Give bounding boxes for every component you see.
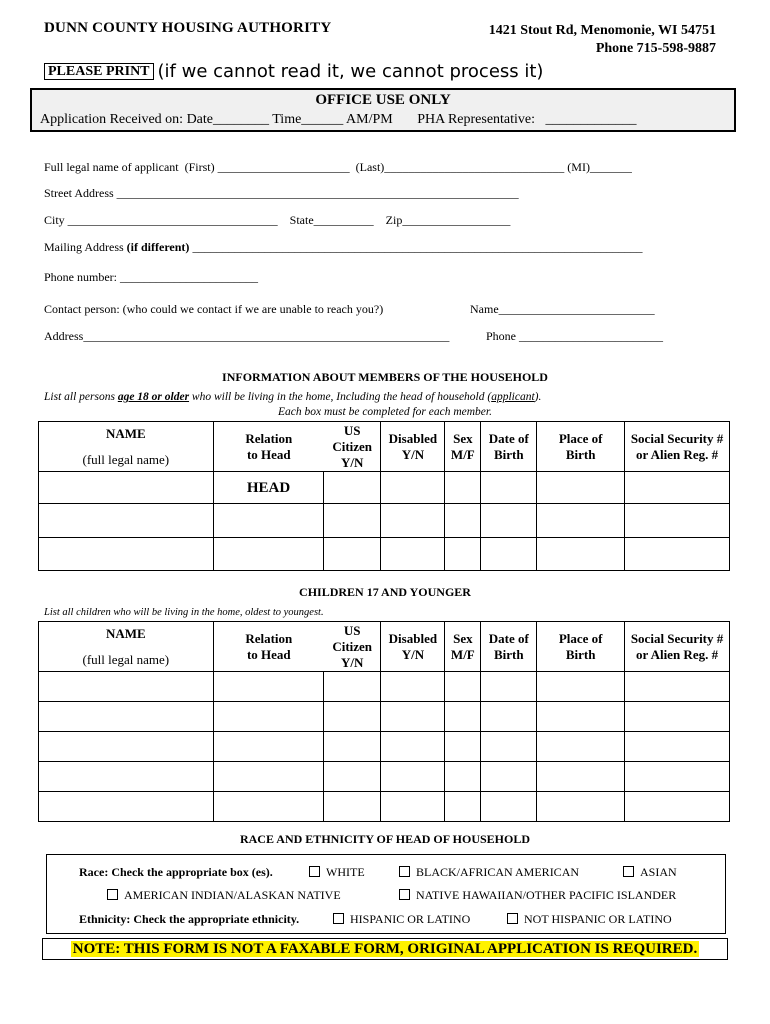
table-cell[interactable]	[537, 538, 625, 571]
table-cell[interactable]	[481, 732, 537, 762]
race-option-black-label: BLACK/AFRICAN AMERICAN	[416, 865, 580, 879]
table-cell[interactable]	[537, 504, 625, 538]
children-table	[38, 621, 730, 822]
race-option-white[interactable]	[309, 865, 365, 880]
table-cell[interactable]	[625, 472, 730, 504]
col-sex	[445, 422, 481, 472]
col-pob	[537, 622, 625, 672]
table-cell[interactable]	[324, 762, 381, 792]
table-cell[interactable]	[537, 792, 625, 822]
col-relation-label: Relation	[245, 630, 293, 646]
head-label: HEAD	[246, 479, 291, 496]
household-note-age: age 18 or older	[117, 391, 190, 403]
table-cell[interactable]	[324, 792, 381, 822]
table-cell[interactable]	[445, 792, 481, 822]
col-ssn-sublabel: or Alien Reg. #	[636, 446, 719, 462]
household-note-text: List all persons	[44, 391, 118, 403]
checkbox-icon[interactable]	[507, 913, 518, 924]
city-state-zip-field[interactable]: City ___________________________________ State__________ Zip__________________	[44, 213, 511, 227]
table-cell[interactable]	[381, 792, 445, 822]
table-row[interactable]	[39, 472, 730, 504]
table-cell[interactable]	[324, 672, 381, 702]
col-pob-label: Place of	[558, 430, 603, 446]
table-cell[interactable]	[39, 504, 214, 538]
col-dob-sublabel: Birth	[493, 446, 524, 462]
checkbox-icon[interactable]	[399, 866, 410, 877]
table-cell[interactable]	[445, 732, 481, 762]
table-cell[interactable]	[481, 538, 537, 571]
col-citizen-label3: Y/N	[340, 654, 364, 670]
table-cell[interactable]	[381, 732, 445, 762]
table-cell[interactable]	[445, 504, 481, 538]
table-cell[interactable]	[324, 504, 381, 538]
race-option-white-label: WHITE	[326, 865, 365, 879]
col-name	[39, 422, 214, 472]
col-name-label: NAME	[105, 425, 146, 441]
table-cell[interactable]	[381, 504, 445, 538]
table-row[interactable]	[39, 504, 730, 538]
col-sex-label: Sex	[453, 430, 473, 446]
col-name-sublabel: (full legal name)	[82, 451, 170, 467]
col-pob-label: Place of	[558, 630, 603, 646]
table-cell[interactable]	[39, 792, 214, 822]
table-row[interactable]	[39, 702, 730, 732]
col-pob-sublabel: Birth	[565, 646, 596, 662]
table-cell[interactable]	[381, 762, 445, 792]
col-ssn-label: Social Security #	[630, 430, 724, 446]
race-option-black[interactable]	[399, 865, 579, 880]
col-dob	[481, 622, 537, 672]
race-option-native-american[interactable]	[107, 888, 341, 903]
race-option-asian-label: ASIAN	[640, 865, 677, 879]
col-disabled	[381, 422, 445, 472]
please-print-line	[44, 60, 543, 83]
table-cell[interactable]	[39, 732, 214, 762]
mailing-address-qualifier: (if different)	[126, 240, 190, 254]
office-use-title: OFFICE USE ONLY	[315, 92, 451, 108]
table-cell[interactable]	[324, 472, 381, 504]
contact-address-field[interactable]: Address_____________________________________________________________	[44, 329, 450, 343]
race-option-asian[interactable]	[623, 865, 677, 880]
table-cell[interactable]	[537, 672, 625, 702]
contact-name-field[interactable]: Name__________________________	[470, 302, 655, 316]
table-cell[interactable]	[324, 732, 381, 762]
organization-phone: Phone 715-598-9887	[595, 41, 716, 56]
table-cell[interactable]	[625, 792, 730, 822]
household-section-title: INFORMATION ABOUT MEMBERS OF THE HOUSEHOLD	[222, 370, 548, 384]
table-cell[interactable]	[481, 672, 537, 702]
col-relation-sublabel: to Head	[246, 446, 291, 462]
col-sex-sublabel: M/F	[450, 646, 475, 662]
table-cell[interactable]	[537, 732, 625, 762]
table-cell[interactable]	[625, 538, 730, 571]
table-cell[interactable]	[381, 472, 445, 504]
household-note-line2: Each box must be completed for each member.	[278, 406, 492, 418]
table-cell[interactable]	[213, 672, 324, 702]
col-dob-label: Date of	[488, 630, 529, 646]
office-use-row: Application Received on: Date________ Time______ AM/PM PHA Representative: _____________	[40, 112, 637, 127]
col-ssn-label: Social Security #	[630, 630, 724, 646]
table-cell[interactable]	[625, 702, 730, 732]
race-ethnicity-box	[46, 854, 726, 934]
office-use-box	[30, 88, 736, 132]
col-dob-label: Date of	[488, 430, 529, 446]
race-option-native-american-label: AMERICAN INDIAN/ALASKAN NATIVE	[124, 888, 341, 902]
checkbox-icon[interactable]	[107, 889, 118, 900]
col-ssn	[625, 422, 730, 472]
faxable-notice-text: NOTE: THIS FORM IS NOT A FAXABLE FORM, ORIGINAL APPLICATION IS REQUIRED.	[72, 941, 698, 957]
household-note-applicant: applicant	[491, 391, 535, 403]
col-dob	[481, 422, 537, 472]
table-cell[interactable]	[39, 672, 214, 702]
table-cell[interactable]	[213, 702, 324, 732]
col-disabled-sublabel: Y/N	[401, 646, 425, 662]
household-note	[44, 391, 541, 403]
table-cell[interactable]	[625, 732, 730, 762]
household-note-end: ).	[534, 391, 542, 403]
mailing-address-line: ___________________________________________________________________________	[189, 240, 643, 254]
table-cell[interactable]	[381, 538, 445, 571]
mailing-address-field[interactable]	[44, 240, 642, 255]
table-row[interactable]	[39, 762, 730, 792]
table-cell[interactable]	[39, 472, 214, 504]
mailing-address-label: Mailing Address	[44, 240, 127, 254]
household-header-row	[39, 422, 730, 472]
table-row[interactable]	[39, 538, 730, 571]
table-row[interactable]	[39, 732, 730, 762]
table-cell[interactable]	[39, 702, 214, 732]
table-cell[interactable]	[481, 702, 537, 732]
col-relation-label: Relation	[245, 430, 293, 446]
checkbox-icon[interactable]	[623, 866, 634, 877]
race-label: Race: Check the appropriate box (es).	[79, 865, 273, 879]
table-cell[interactable]	[381, 702, 445, 732]
col-pob-sublabel: Birth	[565, 446, 596, 462]
col-relation-sublabel: to Head	[246, 646, 291, 662]
household-table	[38, 421, 730, 571]
col-name	[39, 622, 214, 672]
ethnicity-option-not-hispanic-label: NOT HISPANIC OR LATINO	[524, 912, 672, 926]
table-cell[interactable]	[213, 732, 324, 762]
children-header-row	[39, 622, 730, 672]
table-cell[interactable]	[481, 792, 537, 822]
col-name-sublabel: (full legal name)	[82, 651, 170, 667]
please-print-note: (if we cannot read it, we cannot process it)	[157, 61, 544, 82]
race-section-title: RACE AND ETHNICITY OF HEAD OF HOUSEHOLD	[239, 832, 531, 846]
col-disabled-sublabel: Y/N	[401, 446, 425, 462]
table-cell[interactable]	[445, 672, 481, 702]
table-cell[interactable]	[481, 472, 537, 504]
col-relation	[213, 422, 324, 472]
table-cell[interactable]	[445, 762, 481, 792]
col-sex	[445, 622, 481, 672]
organization-name: DUNN COUNTY HOUSING AUTHORITY	[44, 20, 332, 36]
table-cell[interactable]	[481, 504, 537, 538]
children-note: List all children who will be living in the home, oldest to youngest.	[44, 607, 324, 618]
phone-number-field[interactable]: Phone number: _______________________	[44, 270, 258, 284]
col-sex-sublabel: M/F	[450, 446, 475, 462]
please-print-label: PLEASE PRINT	[44, 63, 154, 80]
col-disabled	[381, 622, 445, 672]
race-option-pacific-islander-label: NATIVE HAWAIIAN/OTHER PACIFIC ISLANDER	[416, 888, 677, 902]
checkbox-icon[interactable]	[399, 889, 410, 900]
faxable-notice	[42, 938, 728, 960]
organization-contact	[489, 22, 716, 58]
contact-phone-field[interactable]: Phone ________________________	[486, 329, 663, 343]
ethnicity-option-hispanic-label: HISPANIC OR LATINO	[350, 912, 471, 926]
table-cell[interactable]	[213, 762, 324, 792]
street-address-field[interactable]: Street Address ___________________________________________________________________	[44, 186, 519, 200]
col-pob	[537, 422, 625, 472]
applicant-name-field[interactable]: Full legal name of applicant (First) ______________________ (Last)______________________________ (MI)_______	[44, 160, 632, 174]
col-sex-label: Sex	[453, 630, 473, 646]
household-note-text-mid: who will be living in the home, Including the head of household (	[189, 391, 492, 403]
organization-address: 1421 Stout Rd, Menomonie, WI 54751	[488, 23, 716, 38]
col-citizen-label2: Citizen	[332, 438, 373, 454]
table-cell[interactable]	[213, 538, 324, 571]
children-section-title: CHILDREN 17 AND YOUNGER	[299, 585, 471, 599]
table-row[interactable]	[39, 792, 730, 822]
table-cell[interactable]	[445, 702, 481, 732]
table-cell[interactable]	[537, 702, 625, 732]
checkbox-icon[interactable]	[309, 866, 320, 877]
col-dob-sublabel: Birth	[493, 646, 524, 662]
table-cell[interactable]	[481, 762, 537, 792]
col-disabled-label: Disabled	[388, 430, 438, 446]
col-name-label: NAME	[105, 625, 146, 641]
col-citizen-label1: US	[343, 422, 361, 438]
contact-person-label: Contact person: (who could we contact if we are unable to reach you?)	[44, 302, 384, 316]
col-ssn	[625, 622, 730, 672]
table-cell[interactable]	[39, 762, 214, 792]
col-citizen-label1: US	[343, 622, 361, 638]
col-citizen	[324, 422, 381, 472]
col-citizen-label3: Y/N	[340, 454, 364, 470]
table-cell[interactable]	[39, 538, 214, 571]
col-relation	[213, 622, 324, 672]
table-cell[interactable]	[625, 762, 730, 792]
table-cell[interactable]	[381, 672, 445, 702]
table-cell[interactable]	[537, 762, 625, 792]
checkbox-icon[interactable]	[333, 913, 344, 924]
col-ssn-sublabel: or Alien Reg. #	[636, 646, 719, 662]
ethnicity-label: Ethnicity: Check the appropriate ethnicity.	[79, 912, 300, 926]
table-cell[interactable]	[625, 672, 730, 702]
table-cell[interactable]	[324, 702, 381, 732]
table-cell[interactable]	[445, 538, 481, 571]
ethnicity-option-hispanic[interactable]	[333, 912, 470, 927]
col-disabled-label: Disabled	[388, 630, 438, 646]
table-cell[interactable]	[537, 472, 625, 504]
race-option-pacific-islander[interactable]	[399, 888, 676, 903]
col-citizen-label2: Citizen	[332, 638, 373, 654]
ethnicity-option-not-hispanic[interactable]	[507, 912, 672, 927]
col-citizen	[324, 622, 381, 672]
table-cell[interactable]	[445, 472, 481, 504]
table-cell[interactable]	[213, 792, 324, 822]
head-cell	[213, 472, 324, 504]
table-row[interactable]	[39, 672, 730, 702]
table-cell[interactable]	[213, 504, 324, 538]
table-cell[interactable]	[324, 538, 381, 571]
table-cell[interactable]	[625, 504, 730, 538]
